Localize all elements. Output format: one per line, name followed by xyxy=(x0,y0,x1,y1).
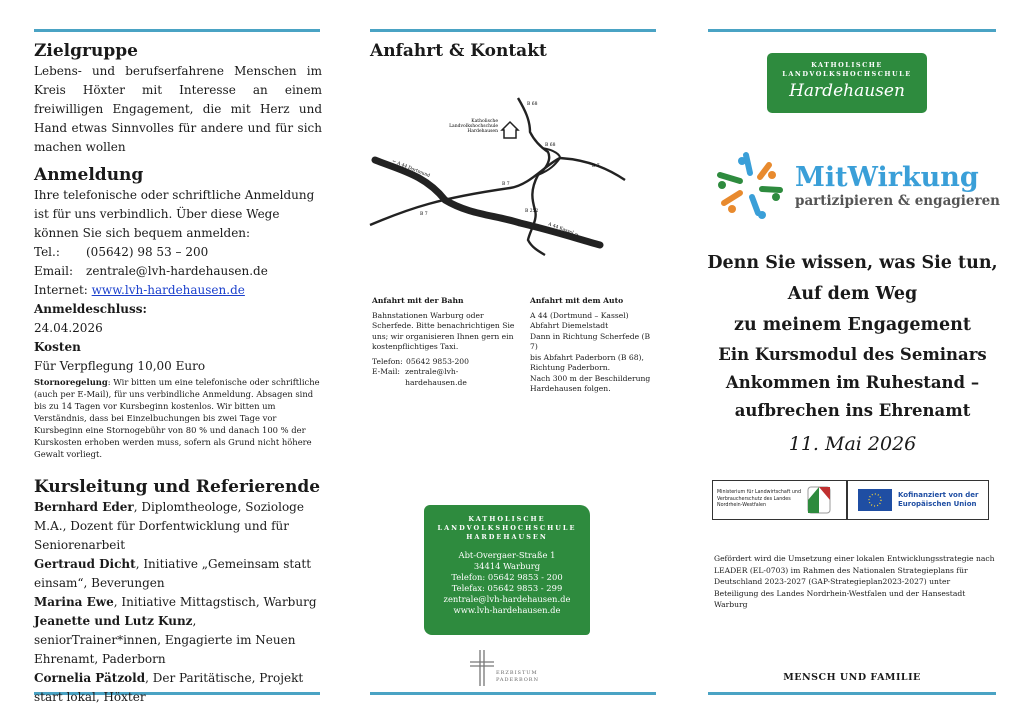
bahn-email: zentrale@lvh-hardehausen.de xyxy=(405,367,467,387)
map-label: B 68 xyxy=(545,143,556,148)
map-label: A 44 Kassel → xyxy=(547,222,579,238)
anmeldung-heading: Anmeldung xyxy=(34,165,144,185)
cost-value: Für Verpflegung 10,00 Euro xyxy=(34,359,206,373)
bahn-section: Anfahrt mit der Bahn Bahnstationen Warburg oder Scherfede. Bitte benachrichtigen Sie uns; wir organisieren Ihnen gern ein kostenpflichtiges Taxi. Telefon: 05642 9853-200 E-Mail: zentrale@lvh-hardehausen.de xyxy=(372,296,517,388)
route-map xyxy=(360,90,630,260)
zielgruppe-heading: Zielgruppe xyxy=(34,41,138,61)
map-label: B 68 xyxy=(527,102,538,107)
person: Gertraud Dicht, Initiative „Gemeinsam statt einsam“, Beverungen xyxy=(34,557,312,590)
person: Bernhard Eder, Diplomtheologe, Soziologe M.A., Dozent für Dorfentwicklung und für Seniorenarbeit xyxy=(34,500,304,552)
funding-text: Gefördert wird die Umsetzung einer lokalen Entwicklungsstrategie nach LEADER (EL-0703) im Rahmen des Nationalen Strategieplans für Deutschland 2023-2027 (GAP-Strategieplan2023-2027) unter Beteiligung des Landes Nordrhein-Westfalen und der Hansestadt Warburg xyxy=(714,554,995,609)
footer-label: MENSCH UND FAMILIE xyxy=(783,672,921,683)
email-row: Email: zentrale@lvh-hardehausen.de xyxy=(34,262,322,281)
map-label: B 7 xyxy=(420,212,428,217)
zielgruppe-text: Lebens- und berufserfahrene Menschen im Kreis Höxter mit Interesse an einem freiwilligen Engagement, die mit Herz und Hand etwas Sinnvolles für andere und für sich machen wollen xyxy=(34,64,322,154)
contact-box: KATHOLISCHE LANDVOLKSHOCHSCHULE HARDEHAUSEN Abt-Overgaer-Straße 1 34414 Warburg Telefon: 05642 9853 - 200 Telefax: 05642 9853 - 299 zentrale@lvh-hardehausen.de www.lvh-hardehausen.de xyxy=(424,505,590,635)
anmeldung-text: Ihre telefonische oder schriftliche Anmeldung ist für uns verbindlich. Über diese Wege können Sie sich bequem anmelden: xyxy=(34,188,315,240)
bottom-rule-right xyxy=(708,692,996,695)
person: Jeanette und Lutz Kunz, seniorTrainer*innen, Engagierte im Neuen Ehrenamt, Paderborn xyxy=(34,614,296,666)
map-place-3: Hardehausen xyxy=(467,129,498,134)
cross-icon xyxy=(470,650,494,686)
deadline-label: Anmeldeschluss: xyxy=(34,302,147,316)
mitwirkung-logo: MitWirkung partizipieren & engagieren xyxy=(795,162,1000,209)
tel-value: (05642) 98 53 – 200 xyxy=(86,245,209,259)
auto-section: Anfahrt mit dem Auto A 44 (Dortmund – Kassel) Abfahrt Diemelstadt Dann in Richtung Scherfede (B 7) bis Abfahrt Paderborn (B 68), Richtung Paderborn. Nach 300 m der Beschilderung Hardehausen folgen. xyxy=(530,296,651,393)
people-list xyxy=(34,498,322,707)
website-link[interactable]: www.lvh-hardehausen.de xyxy=(91,283,245,297)
top-rule-right xyxy=(708,29,996,32)
map-label: B 7 xyxy=(592,164,600,169)
nrw-coat-of-arms-icon xyxy=(807,486,831,514)
person: Cornelia Pätzold, Der Paritätische, Projekt start lokal, Höxter xyxy=(34,671,304,704)
map-place-2: Landvolkshochschule xyxy=(449,124,498,129)
contact-email: zentrale@lvh-hardehausen.de xyxy=(443,594,571,604)
people-circle-icon xyxy=(714,145,789,225)
ministry-name: Ministerium für Landwirtschaft und Verbraucherschutz des Landes Nordrhein-Westfalen xyxy=(717,490,802,509)
left-column xyxy=(34,40,322,707)
map-label: ← A 44 Dortmund xyxy=(391,159,431,179)
eu-cofinanced: Kofinanziert von der Europäischen Union xyxy=(898,491,979,508)
deadline-value: 24.04.2026 xyxy=(34,321,103,335)
map-label: B 252 xyxy=(525,209,539,214)
top-rule-middle xyxy=(370,29,656,32)
event-date: 11. Mai 2026 xyxy=(788,433,917,455)
bottom-rule-middle xyxy=(370,692,656,695)
cost-label: Kosten xyxy=(34,340,81,354)
erzbistum-logo: ERZBISTUM PADERBORN xyxy=(470,650,530,686)
headline: Denn Sie wissen, was Sie tun, Auf dem Weg zu meinem Engagement Ein Kursmodul des Seminars Ankommen im Ruhestand – aufbrechen ins Ehrenamt 11. Mai 2026 xyxy=(705,248,1000,455)
funding-logos xyxy=(712,480,989,520)
house-icon xyxy=(502,122,518,138)
top-rule-left xyxy=(34,29,320,32)
anfahrt-heading: Anfahrt & Kontakt xyxy=(370,41,547,61)
middle-column xyxy=(370,40,656,62)
storno-text: Stornoregelung: Wir bitten um eine telefonische oder schriftliche (auch per E-Mail), für uns verbindliche Anmeldung. Absagen sind bis zu 14 Tagen vor Kursbeginn kostenlos. Wir bitten um Verständnis, dass bei Einzelbuchungen bis zwei Tage vor Kursbeginn eine Stornogebühr von 80 % und danach 100 % der Kurskosten erhoben werden muss, sofern als Grund nicht höhere Gewalt vorliegt. xyxy=(34,377,320,459)
map-place-1: Katholische xyxy=(471,119,498,124)
tel-row: Tel.: (05642) 98 53 – 200 xyxy=(34,243,322,262)
map-label: B 7 xyxy=(502,182,510,187)
email-value: zentrale@lvh-hardehausen.de xyxy=(86,264,268,278)
contact-website: www.lvh-hardehausen.de xyxy=(453,605,561,615)
eu-flag-icon xyxy=(858,489,892,511)
leitung-heading: Kursleitung und Referierende xyxy=(34,477,321,497)
lvh-logo: KATHOLISCHE LANDVOLKSHOCHSCHULE Hardehausen xyxy=(767,53,927,113)
person: Marina Ewe, Initiative Mittagstisch, Warburg xyxy=(34,595,317,609)
internet-row: Internet: www.lvh-hardehausen.de xyxy=(34,283,245,297)
